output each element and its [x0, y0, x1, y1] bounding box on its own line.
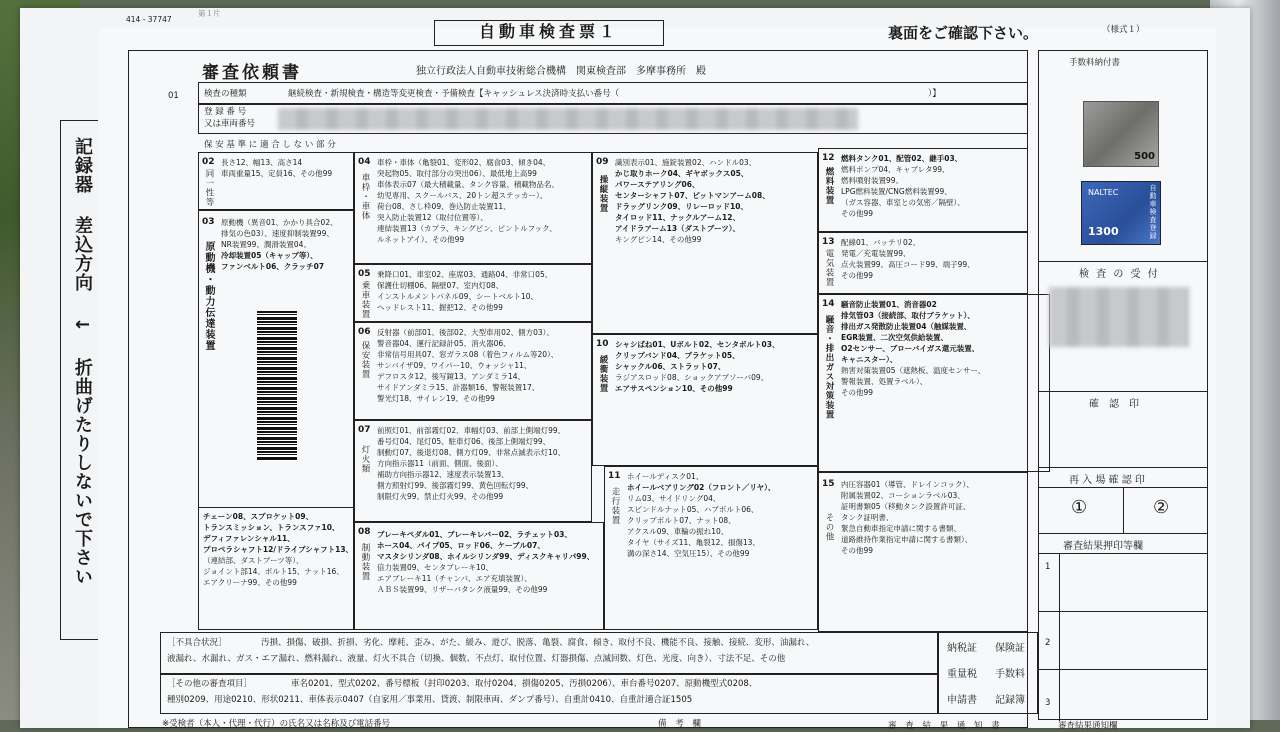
section-04-item[interactable]: 車体表示07（最大積載量、タンク容量、積載物品名、 [377, 180, 559, 189]
request-title: 審査依頼書 [202, 63, 302, 83]
section-05-item[interactable]: 保護仕切棚06、隔壁07、室内灯08、 [377, 281, 504, 290]
section-13-item[interactable]: その他99 [841, 271, 874, 280]
section-11 [604, 466, 818, 630]
section-03-item[interactable]: （連結部、ダストブーツ等）、 [203, 556, 304, 565]
section-12-item[interactable]: 燃料タンク01、配管02、継手03、 [841, 154, 963, 163]
section-09-item[interactable]: キングピン14、その他99 [615, 235, 702, 244]
section-03 [198, 210, 354, 630]
section-03-item[interactable]: ジョイント部14、ボルト15、ナット16、 [203, 567, 344, 576]
section-07-item[interactable]: 制動灯07、後退灯08、側方灯09、非常点滅表示灯10、 [377, 448, 566, 457]
section-15 [818, 472, 1028, 632]
section-03-item[interactable]: 排気の色03）、速度抑制装置99、 [221, 229, 334, 238]
defects-label: ［不具合状況］ [167, 638, 227, 648]
section-08 [354, 522, 604, 630]
section-06-item[interactable]: 非常信号用具07、窓ガラス08（着色フィルム等20）、 [377, 350, 559, 359]
other-items-line-2: 種別0209、用途0210、形状0211、車体表示0407（自家用／事業用、貸渡、制限車両、ダンプ番号）、自重計0410、自重計適合証1505 [167, 695, 693, 705]
revenue-stamp-blue-value: 1300 [1088, 225, 1119, 238]
section-12-name: 燃料装置 [824, 167, 834, 205]
section-14-item[interactable]: EGR装置、二次空気供給装置、 [841, 333, 949, 342]
section-07-item[interactable]: 制限灯火99、禁止灯火99、その他99 [377, 492, 504, 501]
section-12-item[interactable]: LPG燃料装置/CNG燃料装置99、 [841, 187, 952, 196]
application: 申請書 [947, 695, 977, 706]
section-03-item[interactable]: チェーン08、スプロケット09、 [203, 512, 314, 521]
section-09-name: 操縦装置 [598, 175, 608, 213]
revenue-stamp-gray-value: 500 [1134, 151, 1155, 162]
revenue-stamp-blue [1081, 181, 1161, 245]
section-11-item[interactable]: クリップボルト07、ナット08、 [627, 516, 736, 525]
section-09-number: 09 [596, 157, 609, 167]
section-15-item[interactable]: 緊急自動車指定申請に関する書類、 [841, 524, 961, 533]
section-11-item[interactable]: スピンドルナット05、ハブボルト06、 [627, 505, 759, 514]
section-07-item[interactable]: 側方照射灯99、後部霧灯99、黄色回転灯99、 [377, 481, 534, 490]
result-stamp-label: 審査結果押印等欄 [1063, 541, 1143, 552]
section-08-item[interactable]: ＡＢＳ装置99、リザーバタンク液量99、その他99 [377, 585, 548, 594]
registration-label-1: 登 録 番 号 [204, 107, 247, 117]
fee-stamp-label: 手数料納付書 [1069, 58, 1121, 68]
section-03-number: 03 [202, 217, 215, 227]
section-11-item[interactable]: ホイールベアリング02（フロント／リヤ）、 [627, 483, 776, 492]
section-12-item[interactable]: その他99 [841, 209, 874, 218]
other-items-label: ［その他の審査項目］ [167, 679, 253, 689]
section-14-item[interactable]: 騒音防止装置01、消音器02 [841, 300, 937, 309]
section-06-item[interactable]: 警光灯18、サイレン19、その他99 [377, 394, 495, 403]
section-12-item[interactable]: （ガス容器、車室との気密／隔壁）、 [841, 198, 965, 207]
section-10-number: 10 [596, 339, 609, 349]
section-12 [818, 148, 1028, 232]
section-15-number: 15 [822, 479, 835, 489]
section-13-number: 13 [822, 237, 835, 247]
reentry-circle-1: ① [1071, 497, 1088, 518]
section-11-item[interactable]: 溝の深さ14、空気圧15）、その他99 [627, 549, 750, 558]
result-notice-column: 審査結果通知欄 [1058, 721, 1118, 731]
confirm-seal-label: 確 認 印 [1089, 399, 1139, 410]
recorder-strip [60, 120, 100, 640]
section-05-item[interactable]: ヘッドレスト11、握把12、その他99 [377, 303, 503, 312]
other-items-line-1: 車名0201、型式0202、番号標板（封印0203、取付0204、損傷0205、汚損0206）、車台番号0207、原動機型式0208、 [291, 679, 758, 689]
section-09-item[interactable]: タイロッド11、ナックルアーム12、 [615, 213, 740, 222]
section-04-item[interactable]: 突起物05、取付部分の突出06）、最低地上高99 [377, 169, 537, 178]
section-07-item[interactable]: 番号灯04、尾灯05、駐車灯06、後部上側端灯99、 [377, 437, 551, 446]
section-10-item[interactable]: シャシばね01、Uボルト02、センタボルト03、 [615, 340, 780, 349]
section-02-name: 同一性等 [204, 169, 214, 207]
section-09-item[interactable]: センターシャフト07、ピットマンアーム08、 [615, 191, 770, 200]
inspection-type-options[interactable]: 継続検査・新規検査・構造等変更検査・予備検査【キャッシュレス決済時支払い番号（ [288, 89, 620, 99]
section-14 [818, 294, 1050, 472]
barcode [257, 311, 297, 461]
section-15-item[interactable]: 道路維持作業指定申請に関する書類）、 [841, 535, 973, 544]
section-09 [592, 152, 818, 334]
registration-label-2: 又は車両番号 [204, 119, 256, 129]
registration-number-redacted [278, 108, 858, 130]
section-07-item[interactable]: 方向指示器11（前面、側面、後面）、 [377, 459, 503, 468]
section-03-item[interactable]: 冷却装置05（キャップ等）、 [221, 251, 318, 260]
section-11-number: 11 [608, 471, 621, 481]
section-08-name: 制動装置 [360, 543, 370, 581]
section-04 [354, 152, 592, 264]
section-10-item[interactable]: エアサスペンション10、その他99 [615, 384, 733, 393]
section-10-item[interactable]: クリップバンド04、ブラケット05、 [615, 351, 740, 360]
result-row-3: 3 [1045, 698, 1051, 708]
section-02 [198, 152, 354, 210]
section-14-number: 14 [822, 299, 835, 309]
section-10-name: 緩衝装置 [598, 355, 608, 393]
section-05-number: 05 [358, 269, 371, 279]
row-01: 01 [168, 91, 179, 101]
weight-tax: 重量税 [947, 669, 977, 680]
reentry-circle-2: ② [1153, 497, 1170, 518]
section-08-item[interactable]: ホース04、パイプ05、ロッド06、ケーブル07、 [377, 541, 545, 550]
section-11-item[interactable]: タイヤ（サイズ11、亀裂12、損傷13、 [627, 538, 760, 547]
section-03-item[interactable]: NR装置99、潤滑装置04、 [221, 240, 311, 249]
section-02-number: 02 [202, 157, 215, 167]
section-06-item[interactable]: サンバイザ09、ワイパー10、ウォッシャ11、 [377, 361, 532, 370]
section-08-item[interactable]: 倍力装置09、センタブレーキ10、 [377, 563, 493, 572]
section-14-item[interactable]: キャニスター）、 [841, 355, 898, 364]
section-11-name: 走行装置 [610, 487, 620, 525]
section-03-item[interactable]: ファンベルト06、クラッチ07 [221, 262, 325, 271]
section-14-item[interactable]: その他99 [841, 388, 874, 397]
section-07-item[interactable]: 前照灯01、前部霧灯02、車幅灯03、前部上側端灯99、 [377, 426, 566, 435]
section-12-item[interactable]: 燃料ポンプ04、キャブレタ99、 [841, 165, 950, 174]
section-04-item[interactable]: 突入防止装置12（取付位置等）、 [377, 213, 488, 222]
section-15-item[interactable]: 附属装置02、コーションラベル03、 [841, 491, 965, 500]
section-06-item[interactable]: デフロスタ12、後写鏡13、アンダミラ14、 [377, 372, 526, 381]
section-03-item[interactable]: プロペラシャフト12/ドライブシャフト13、 [203, 545, 354, 554]
style-number: （様式１） [1102, 25, 1145, 35]
section-12-number: 12 [822, 153, 835, 163]
org-name: 独立行政法人自動車技術総合機構 関東検査部 多摩事務所 殿 [416, 66, 706, 77]
top-clip-label: 第１片 [198, 9, 221, 18]
section-04-name: 車枠・車体 [360, 173, 370, 221]
section-15-item[interactable]: その他99 [841, 546, 874, 555]
section-06-name: 保安装置 [360, 341, 370, 379]
defects-line-2: 液漏れ、水漏れ、ガス・エア漏れ、燃料漏れ、液量、灯火不具合（切換、個数、不点灯、取付位置、灯器損傷、点滅回数、灯色、光度、向き）、寸法不足、その他 [167, 654, 786, 664]
reentry-seal-label: 再 入 場 確 認 印 [1069, 475, 1145, 486]
section-13-item[interactable]: 発電／充電装置99、 [841, 249, 911, 258]
section-09-item[interactable]: パワーステアリング06、 [615, 180, 700, 189]
insurance-doc: 保険証 [995, 643, 1025, 654]
section-06-number: 06 [358, 327, 371, 337]
section-08-number: 08 [358, 527, 371, 537]
fee: 手数料 [995, 669, 1025, 680]
section-13-item[interactable]: 点火装置99、高圧コード99、端子99、 [841, 260, 975, 269]
title-box [434, 20, 664, 46]
section-04-item[interactable]: 車枠・車体（亀裂01、変形02、腐食03、傾き04、 [377, 158, 551, 167]
applicant-label: ※受検者（本人・代理・代行）の氏名又は名称及び電話番号 [162, 719, 391, 729]
section-08-item[interactable]: ブレーキペダル01、ブレーキレバー02、ラチェット03、 [377, 530, 572, 539]
result-row-1: 1 [1045, 562, 1051, 572]
other-items-box [160, 674, 938, 714]
section-08-item[interactable]: エアブレーキ11（チャンバ、エア充填装置）、 [377, 574, 532, 583]
back-notice: 裏面をご確認下さい。 [888, 24, 1039, 42]
section-14-item[interactable]: 排気管03（接続部、取付ブラケット）、 [841, 311, 975, 320]
section-03-name: 原動機・動力伝達装置 [203, 241, 214, 351]
inspection-type-label: 検査の種類 [204, 89, 247, 99]
section-15-item[interactable]: タンク証明書、 [841, 513, 894, 522]
section-06-item[interactable]: サイドアンダミラ15、計器類16、警報装置17、 [377, 383, 540, 392]
section-02-item[interactable]: 車両重量15、定員16、その他99 [221, 169, 333, 178]
revenue-stamp-gray [1083, 101, 1159, 167]
section-11-item[interactable]: リム03、サイドリング04、 [627, 494, 721, 503]
reception-label: 検 査 の 受 付 [1079, 269, 1160, 280]
section-14-item[interactable]: 熱害対策装置05（遮熱板、温度センサー、 [841, 366, 986, 375]
section-09-item[interactable]: かじ取りホーク04、ギヤボックス05、 [615, 169, 749, 178]
result-row-2: 2 [1045, 638, 1051, 648]
section-09-item[interactable]: アイドラアーム13（ダストブーツ）、 [615, 224, 741, 233]
section-04-item[interactable]: 幼児専用、スクールバス、20トン超ステッカー）、 [377, 191, 548, 200]
section-07 [354, 420, 592, 522]
section-03-item[interactable]: エアクリーナ99、その他99 [203, 578, 297, 587]
section-02-item[interactable]: 長さ12、幅13、高さ14 [221, 158, 303, 167]
section-10-item[interactable]: ラジアスロッド08、ショックアブソーバ09、 [615, 373, 769, 382]
remarks-label: 備 考 欄 [658, 719, 704, 729]
doc-number: 414 - 37747 [126, 15, 172, 24]
section-03-item[interactable]: トランスミッション、トランスファ10、 [203, 523, 340, 532]
section-05-item[interactable]: インストルメントパネル09、シートベルト10、 [377, 292, 538, 301]
section-15-item[interactable]: 証明書類05（移動タンク設置許可証、 [841, 502, 971, 511]
result-notice-label: 審 査 結 果 通 知 書 [888, 721, 1003, 731]
recorder-direction-text: 記録器 差込方向 ← 折曲げたりしないで下さい [72, 137, 93, 586]
unsafe-parts-label: 保 安 基 準 に 適 合 し な い 部 分 [204, 140, 336, 150]
section-13-name: 電気装置 [824, 249, 834, 287]
form-body [98, 15, 1216, 731]
section-04-item[interactable]: 荷台08、さし枠09、巻込防止装置11、 [377, 202, 511, 211]
reception-stamp-redacted [1049, 287, 1189, 347]
section-07-name: 灯火類 [360, 445, 370, 474]
section-03-item[interactable]: 原動機（異音01、かかり具合02、 [221, 218, 338, 227]
tax-box [938, 632, 1038, 714]
section-05 [354, 264, 592, 322]
section-04-number: 04 [358, 157, 371, 167]
section-08-item[interactable]: マスタシリンダ08、ホイルシリンダ99、ディスクキャリパ99、 [377, 552, 595, 561]
tax-doc: 納税証 [947, 643, 977, 654]
section-13-item[interactable]: 配線01、バッテリ02、 [841, 238, 921, 247]
section-11-item[interactable]: ホイールディスク01、 [627, 472, 704, 481]
defects-box [160, 632, 938, 674]
section-05-item[interactable]: 乗降口01、車室02、座席03、通路04、非常口05、 [377, 270, 553, 279]
section-04-item[interactable]: 連結装置13（カプラ、キングピン、ピントルフック、 [377, 224, 557, 233]
section-11-item[interactable]: アクスル09、車輪の振れ10、 [627, 527, 729, 536]
section-10-item[interactable]: シャックル06、ストラット07、 [615, 362, 726, 371]
section-14-item[interactable]: 排出ガス発散防止装置04（触媒装置、 [841, 322, 972, 331]
section-07-number: 07 [358, 425, 371, 435]
section-07-item[interactable]: 補助方向指示器12、速度表示装置13、 [377, 470, 509, 479]
section-15-name: その他 [824, 513, 834, 542]
revenue-stamp-blue-text: 自動車検査登録 [1149, 184, 1157, 240]
section-14-name: 騒音・排出ガス対策装置 [824, 315, 834, 420]
section-04-item[interactable]: ルネットアイ）、その他99 [377, 235, 465, 244]
section-09-item[interactable]: ドラッグリンク09、リレーロッド10、 [615, 202, 748, 211]
inspection-type-close: ）】 [928, 89, 941, 99]
right-column [1038, 50, 1208, 720]
section-09-item[interactable]: 識別表示01、施錠装置02、ハンドル03、 [615, 158, 757, 167]
section-06-item[interactable]: 警音器04、運行記録計05、消火器06、 [377, 339, 511, 348]
defects-line-1: 汚損、損傷、破損、折損、劣化、摩耗、歪み、がた、緩み、遊び、脱落、亀裂、腐食、傾き、取付不良、機能不良、接触、接続、変形、油漏れ、 [261, 638, 815, 648]
section-06 [354, 322, 592, 420]
revenue-stamp-blue-brand: NALTEC [1088, 188, 1119, 197]
section-03-item[interactable]: デフィファレンシャル11、 [203, 534, 295, 543]
section-14-item[interactable]: 警報装置、処置ラベル）、 [841, 377, 928, 386]
record-book: 記録簿 [995, 695, 1025, 706]
section-10 [592, 334, 818, 466]
section-12-item[interactable]: 燃料噴射装置99、 [841, 176, 904, 185]
section-05-name: 乗車装置 [360, 281, 370, 319]
form-title: 自動車検査票１ [478, 22, 619, 41]
section-06-item[interactable]: 反射器（前部01、後部02、大型車用02、側方03）、 [377, 328, 554, 337]
section-15-item[interactable]: 内圧容器01（導管、ドレインコック）、 [841, 480, 974, 489]
section-13 [818, 232, 1028, 294]
section-14-item[interactable]: O2センサー、ブローバイガス還元装置、 [841, 344, 980, 353]
inspection-sheet [20, 8, 1250, 731]
